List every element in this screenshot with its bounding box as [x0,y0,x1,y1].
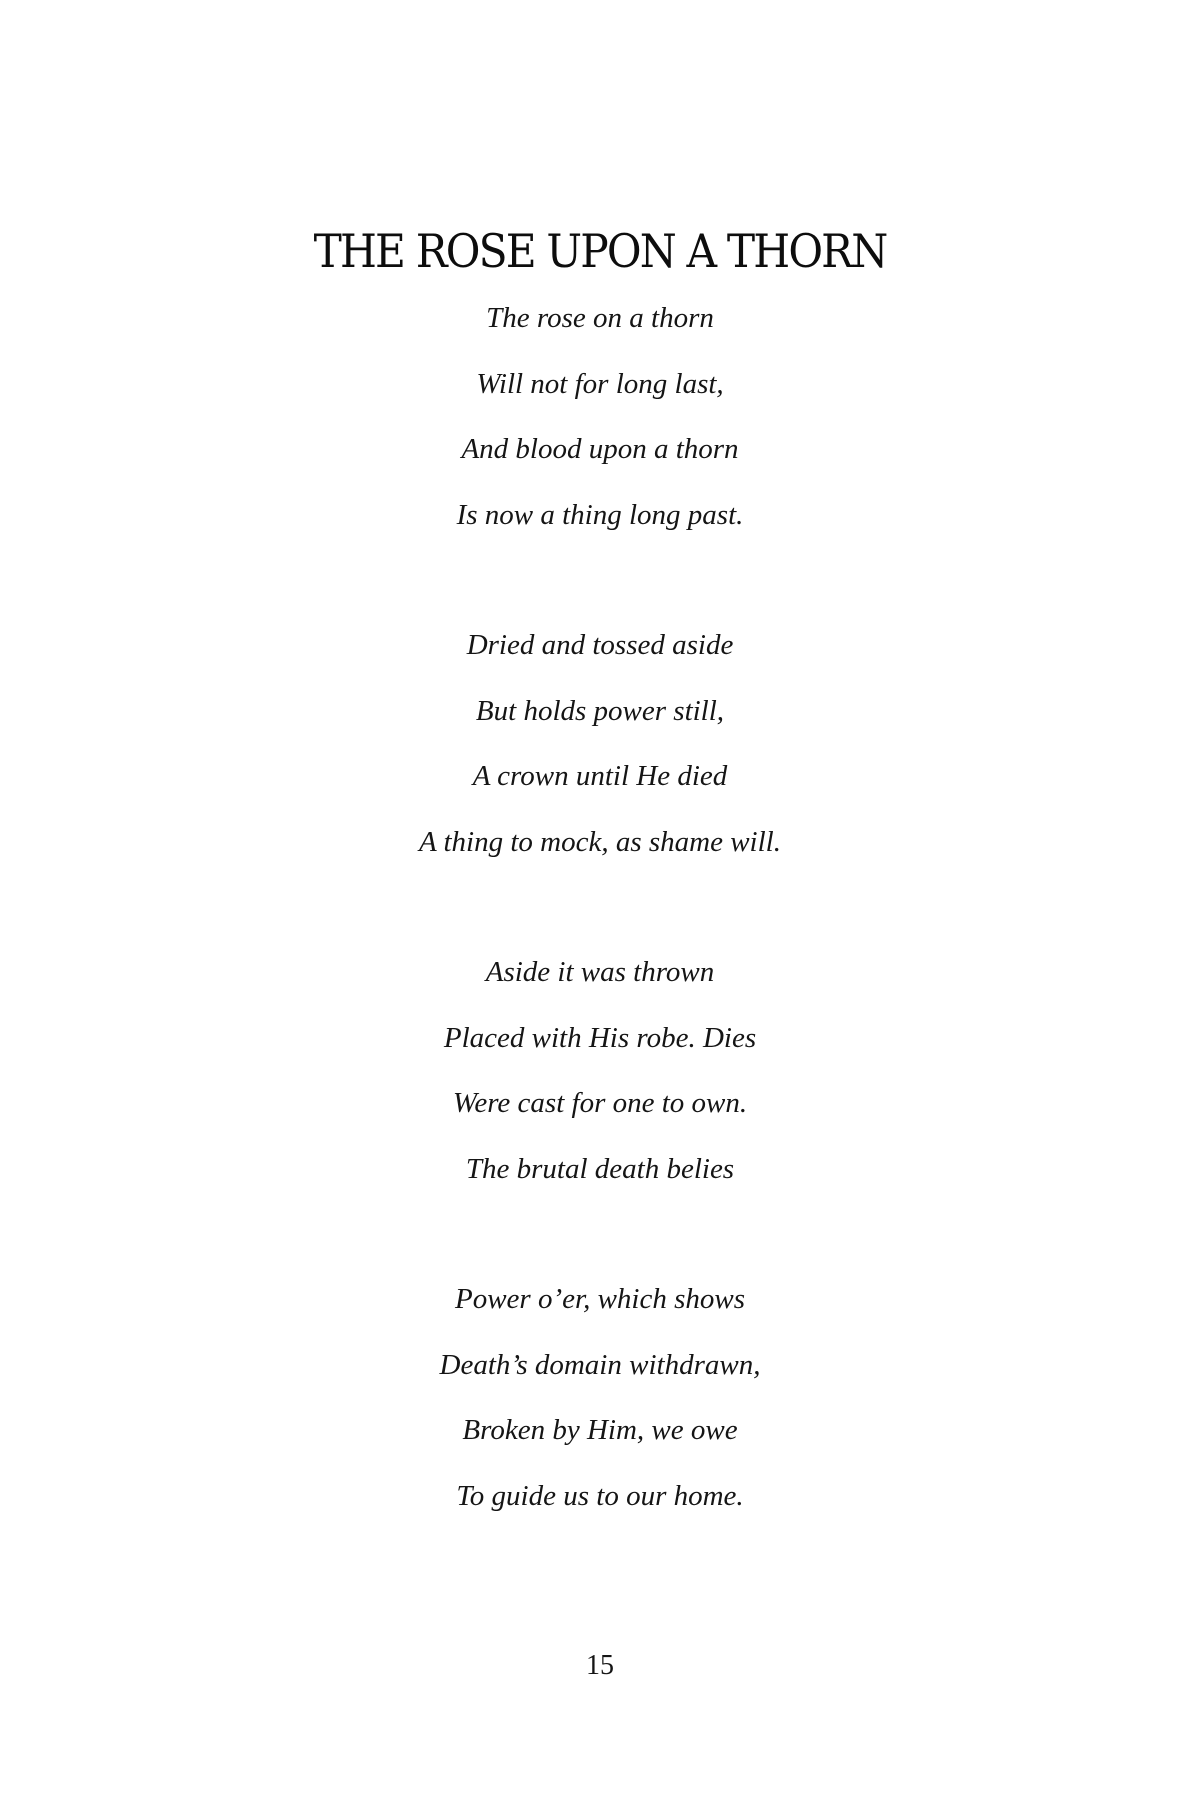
poem-line: And blood upon a thorn [461,433,739,465]
poem-line: Aside it was thrown [485,956,715,988]
poem-line: Placed with His robe. Dies [443,1021,757,1054]
poem-line: Dried and tossed aside [466,629,734,661]
poem-line: To guide us to our home. [456,1479,744,1512]
poem-line: Death’s domain withdrawn, [439,1348,761,1381]
poem-body [0,298,1200,1541]
poem-line: The rose on a thorn [486,302,714,334]
stanza-3 [0,952,1200,1214]
poem-line: Were cast for one to own. [452,1087,748,1119]
poem-title: THE ROSE UPON A THORN [313,223,887,278]
stanza-4 [0,1279,1200,1541]
poem-line: Power o’er, which shows [455,1283,745,1315]
stanza-2 [0,625,1200,887]
page-number: 15 [586,1650,614,1681]
stanza-1 [0,298,1200,560]
poem-line: A thing to mock, as shame will. [419,825,781,858]
poem-line: A crown until He died [472,760,728,792]
poem-line: Will not for long last, [476,367,724,400]
poem-line: Broken by Him, we owe [462,1414,738,1446]
poem-line: Is now a thing long past. [456,498,744,531]
poem-line: But holds power still, [475,694,725,727]
poem-line: The brutal death belies [465,1152,735,1185]
